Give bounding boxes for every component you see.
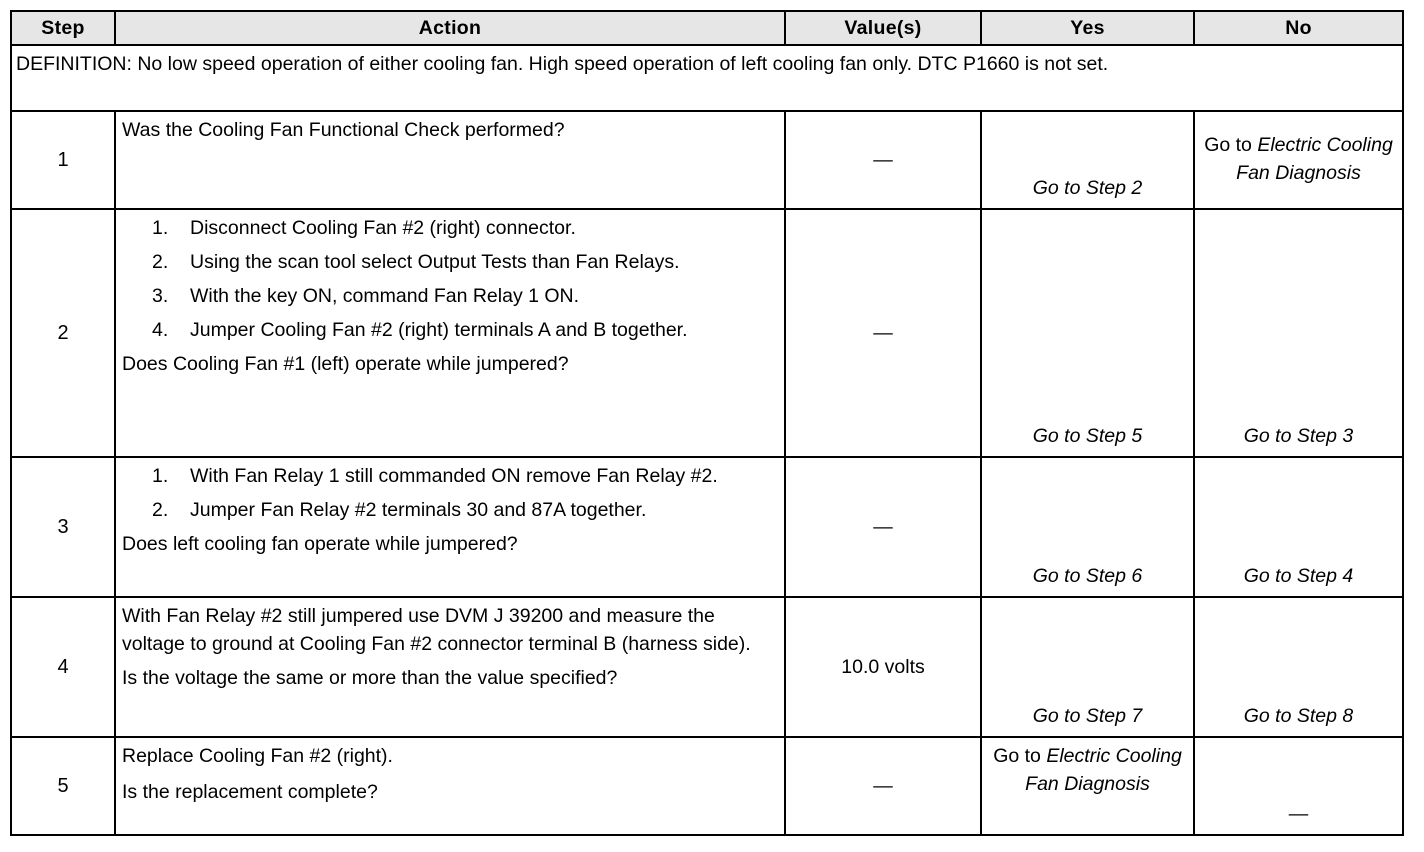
definition-text: DEFINITION: No low speed operation of either cooling fan. High speed operation of left cooling fan only. DTC P1660 is not set. [11,45,1403,111]
no-cell: Go to Step 8 [1194,597,1403,737]
list-item: 1. With Fan Relay 1 still commanded ON remove Fan Relay #2. [152,465,718,487]
definition-row [11,45,1403,111]
diagnostic-table-container [10,10,1404,836]
header-action: Action [115,11,785,45]
value-cell: 10.0 volts [785,597,981,737]
list-item: 2. Jumper Fan Relay #2 terminals 30 and 87A together. [152,499,647,521]
substep-list [122,462,776,524]
table-row [11,111,1403,209]
step-number: 3 [11,457,115,597]
action-cell [115,737,785,835]
action-question: Is the voltage the same or more than the value specified? [122,667,618,689]
yes-cell: Go to Step 5 [981,209,1194,457]
list-item: 2. Using the scan tool select Output Tests than Fan Relays. [152,251,680,273]
value-cell: — [785,209,981,457]
header-yes: Yes [981,11,1194,45]
action-question: Does left cooling fan operate while jumpered? [122,533,518,555]
table-row [11,597,1403,737]
list-item: 4. Jumper Cooling Fan #2 (right) terminals A and B together. [152,319,688,341]
diagnostic-table [10,10,1404,836]
header-values: Value(s) [785,11,981,45]
substep-list [122,214,776,344]
header-no: No [1194,11,1403,45]
action-instruction: With Fan Relay #2 still jumpered use DVM J 39200 and measure the voltage to ground at Cooling Fan #2 connector terminal B (harness side). [122,605,751,655]
no-link-text: Electric Cooling Fan Diagnosis [1236,134,1393,184]
step-number: 1 [11,111,115,209]
yes-cell: Go to Step 2 [981,111,1194,209]
no-cell [1194,111,1403,209]
action-cell [115,111,785,209]
header-row [11,11,1403,45]
action-instruction: Replace Cooling Fan #2 (right). [122,745,393,767]
step-number: 2 [11,209,115,457]
value-cell: — [785,457,981,597]
no-cell: Go to Step 3 [1194,209,1403,457]
no-cell: — [1194,737,1403,835]
list-item: 3. With the key ON, command Fan Relay 1 ON. [152,285,580,307]
step-number: 4 [11,597,115,737]
yes-cell [981,737,1194,835]
action-cell [115,457,785,597]
yes-prefix: Go to [993,745,1047,767]
list-item: 1. Disconnect Cooling Fan #2 (right) connector. [152,217,576,239]
action-cell [115,597,785,737]
header-step: Step [11,11,115,45]
yes-link-text: Electric Cooling Fan Diagnosis [1025,745,1182,795]
value-cell: — [785,111,981,209]
yes-cell: Go to Step 6 [981,457,1194,597]
no-cell: Go to Step 4 [1194,457,1403,597]
no-prefix: Go to [1204,134,1258,156]
table-row [11,737,1403,835]
table-row [11,209,1403,457]
value-cell: — [785,737,981,835]
table-row [11,457,1403,597]
step-number: 5 [11,737,115,835]
action-question: Is the replacement complete? [122,781,378,803]
action-question: Does Cooling Fan #1 (left) operate while jumpered? [122,353,569,375]
action-cell [115,209,785,457]
yes-cell: Go to Step 7 [981,597,1194,737]
action-question: Was the Cooling Fan Functional Check performed? [122,119,565,141]
